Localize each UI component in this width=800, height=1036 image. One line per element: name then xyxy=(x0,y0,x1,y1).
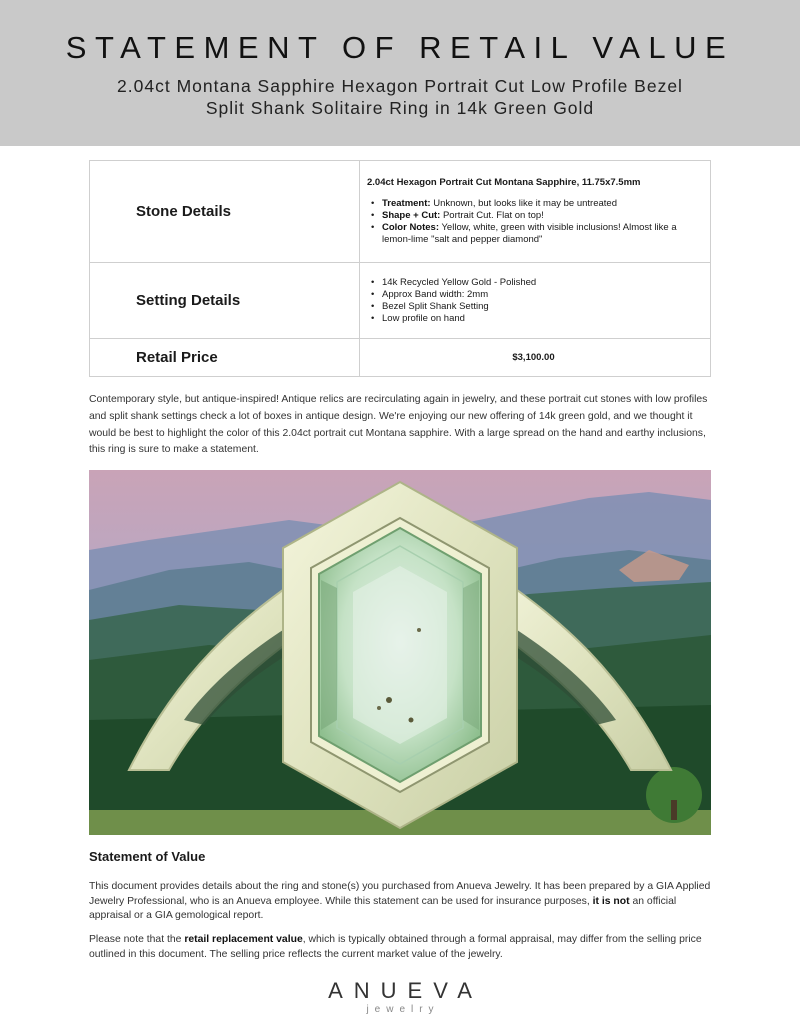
stone-details-label: Stone Details xyxy=(90,161,360,263)
subtitle-line-2: Split Shank Solitaire Ring in 14k Green Gold xyxy=(205,98,595,118)
stone-details-content xyxy=(360,161,711,263)
stone-item-key: Color Notes: xyxy=(382,222,439,233)
statement-paragraph-2 xyxy=(89,933,714,962)
list-item xyxy=(367,210,700,222)
retail-price-value: $3,100.00 xyxy=(360,339,711,377)
list-item: • Low profile on hand xyxy=(367,313,700,325)
details-table xyxy=(89,160,711,377)
setting-details-label: Setting Details xyxy=(90,263,360,339)
list-item xyxy=(367,222,700,246)
statement-text: an official appraisal or a GIA gemological report. xyxy=(89,895,677,921)
ring-photo-illustration xyxy=(89,470,711,835)
logo-brand: ANUEVA xyxy=(328,978,483,1003)
intro-paragraph: Contemporary style, but antique-inspired! Antique relics are recirculating again in jewelry, and these portrait cut stones with low profiles and split shank settings check a lot of boxes in antique design. We're enjoying our new offering of 14k green gold, and we thought it would be best to highlight the color of this 2.04ct portrait cut Montana sapphire. With a large spread on the hand and earthy inclusions, this ring is sure to make a statement. xyxy=(89,394,708,456)
statement-paragraph-1 xyxy=(89,880,714,924)
stone-item-value: Unknown, but looks like it may be untreated xyxy=(433,198,617,209)
statement-of-value-title: Statement of Value xyxy=(89,849,206,864)
stone-item-key: Treatment: xyxy=(382,198,431,209)
setting-details-list xyxy=(367,277,700,325)
stone-heading: 2.04ct Hexagon Portrait Cut Montana Sapphire, 11.75x7.5mm xyxy=(367,177,641,188)
stone-item-key: Shape + Cut: xyxy=(382,210,441,221)
stone-details-list xyxy=(367,198,700,246)
setting-details-content xyxy=(360,263,711,339)
ring-photo xyxy=(89,470,711,835)
retail-price-label: Retail Price xyxy=(90,339,360,377)
stone-details-row xyxy=(90,161,711,263)
retail-price-row xyxy=(90,339,711,377)
stone-item-value: Portrait Cut. Flat on top! xyxy=(442,210,544,221)
anueva-logo xyxy=(300,978,500,1015)
statement-emphasis: it is not xyxy=(592,895,630,907)
logo-subtitle: jewelry xyxy=(366,1004,440,1015)
setting-details-row xyxy=(90,263,711,339)
list-item: • Bezel Split Shank Setting xyxy=(367,301,700,313)
list-item: • Approx Band width: 2mm xyxy=(367,289,700,301)
statement-text: This document provides details about the ring and stone(s) you purchased from Anueva Jewelry. It has been prepared by a GIA Applied Jewelry Professional, who is an Anueva employee. While this statement can be used for insurance purposes, xyxy=(89,881,711,907)
stone-item-value: Yellow, white, green with visible inclusions! Almost like a lemon-lime "salt and pepper diamond" xyxy=(382,222,677,245)
subtitle-line-1: 2.04ct Montana Sapphire Hexagon Portrait Cut Low Profile Bezel xyxy=(117,76,683,96)
document-subtitle xyxy=(40,75,760,119)
list-item: • 14k Recycled Yellow Gold - Polished xyxy=(367,277,700,289)
document-title: STATEMENT OF RETAIL VALUE xyxy=(65,30,735,65)
list-item xyxy=(367,198,700,210)
statement-text: Please note that the xyxy=(89,934,185,945)
statement-text: , which is typically obtained through a formal appraisal, may differ from the selling price outlined in this document. The selling price reflects the current market value of the jewelry. xyxy=(89,934,702,960)
statement-emphasis: retail replacement value xyxy=(184,934,303,945)
page-header xyxy=(0,0,800,146)
